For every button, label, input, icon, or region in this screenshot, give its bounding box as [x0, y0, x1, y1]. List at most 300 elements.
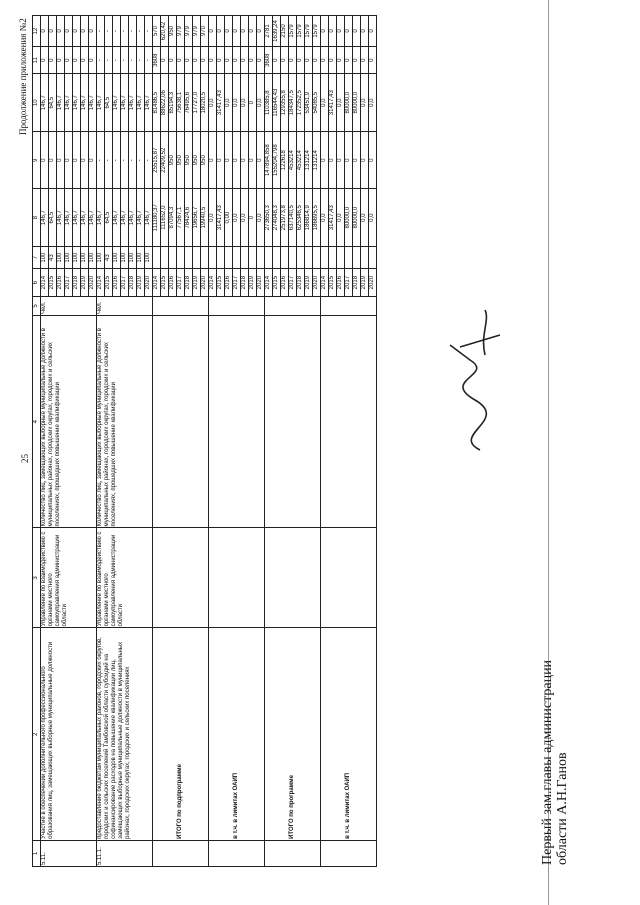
empty-cell [193, 246, 201, 268]
empty-cell [297, 246, 305, 268]
value-cell: 17727,0 [193, 74, 201, 131]
value-cell: 146,7 [81, 74, 89, 131]
value-cell: 570 [153, 16, 161, 47]
value-cell: 3608 [153, 46, 161, 73]
header-cell: 7 [33, 246, 41, 268]
value-cell: 88622,06 [161, 74, 169, 131]
value-cell: 0 [241, 16, 249, 47]
value-cell: 251973,8 [281, 189, 289, 246]
empty-cell [281, 246, 289, 268]
value-cell: 0,0 [369, 74, 377, 131]
value-cell: 146,7 [113, 74, 121, 131]
signature-line-2: области А.Н.Ганов [555, 752, 570, 865]
value-cell: 0 [297, 46, 305, 73]
value-cell: 950 [169, 131, 177, 188]
value-cell: 54085,5 [313, 74, 321, 131]
value-cell: 100 [41, 246, 49, 268]
value-cell: - [145, 16, 153, 47]
value-cell: 0,0 [321, 74, 329, 131]
value-cell: 100 [121, 246, 129, 268]
value-cell: 0 [41, 46, 49, 73]
value-cell: 100 [97, 246, 105, 268]
year-cell: 2017 [177, 269, 185, 296]
value-cell: 146,7 [137, 189, 145, 246]
value-cell: 64,5 [49, 74, 57, 131]
value-cell: 146,7 [65, 189, 73, 246]
value-cell: 122618 [281, 131, 289, 188]
header-cell: 4 [33, 316, 41, 528]
value-cell: 2017 [121, 269, 129, 296]
value-cell: 100 [129, 246, 137, 268]
empty-cell [217, 246, 225, 268]
value-cell: 87094,3 [169, 189, 177, 246]
value-cell: 0 [345, 16, 353, 47]
value-cell: 0,0 [257, 74, 265, 131]
year-cell: 2020 [369, 269, 377, 296]
table-body [33, 16, 377, 867]
value-cell: 1579 [297, 16, 305, 47]
empty-cell [153, 246, 161, 268]
value-cell: 131214 [305, 131, 313, 188]
value-cell: 1579 [305, 16, 313, 47]
value-cell: 110385,8 [265, 74, 273, 131]
empty-cell [185, 246, 193, 268]
value-cell: 100 [81, 246, 89, 268]
value-cell: 0 [257, 16, 265, 47]
year-cell: 2017 [289, 269, 297, 296]
value-cell: 0 [65, 16, 73, 47]
value-cell: 0 [369, 16, 377, 47]
value-cell: 85194,3 [169, 74, 177, 131]
value-cell: 100 [89, 246, 97, 268]
value-cell: 0 [329, 131, 337, 188]
value-cell: 25515,87 [153, 131, 161, 188]
value-cell: 100 [145, 246, 153, 268]
value-cell: 2020 [145, 269, 153, 296]
value-cell: - [145, 131, 153, 188]
year-cell: 2018 [185, 269, 193, 296]
value-cell: 0 [321, 46, 329, 73]
table-row [41, 16, 49, 867]
value-cell: - [105, 131, 113, 188]
value-cell: 2015 [105, 269, 113, 296]
value-cell: 75638,1 [177, 74, 185, 131]
value-cell: 0 [41, 16, 49, 47]
value-cell: 0 [361, 46, 369, 73]
value-cell: 2017 [65, 269, 73, 296]
value-cell: 0 [337, 131, 345, 188]
empty-cell [321, 528, 377, 628]
value-cell: 0 [177, 46, 185, 73]
summary-label: в т.ч. в лимитах ОАИП [209, 628, 265, 840]
value-cell: 146,7 [57, 74, 65, 131]
value-cell: 146,7 [41, 74, 49, 131]
value-cell: 0 [185, 46, 193, 73]
empty-cell [209, 316, 265, 528]
value-cell: 0 [65, 46, 73, 73]
value-cell: - [113, 131, 121, 188]
value-cell: - [137, 16, 145, 47]
value-cell: 0 [201, 46, 209, 73]
value-cell: 0 [225, 131, 233, 188]
empty-cell [209, 840, 265, 866]
table-row [153, 16, 161, 867]
value-cell: 0 [361, 131, 369, 188]
value-cell: 146,7 [73, 189, 81, 246]
value-cell: 81486,5 [153, 74, 161, 131]
value-cell: - [137, 46, 145, 73]
value-cell: 0 [89, 131, 97, 188]
value-cell: 78424,6 [185, 189, 193, 246]
value-cell: 0 [337, 46, 345, 73]
value-cell: 100 [73, 246, 81, 268]
value-cell: - [97, 46, 105, 73]
header-cell: 1 [33, 840, 41, 866]
value-cell: 1579 [313, 16, 321, 47]
activity-name: предоставление бюджетам муниципальных районов, городских округов, городских и сельских поселений Тамбовской области субсидий на софинансирование расходов на повышение квалификации лиц, замещающих выборные муниципальные должности в муниципальных районах, городских округах, городских и сельских поселениях [97, 628, 153, 840]
value-cell: - [113, 46, 121, 73]
value-cell: 0,00 [225, 189, 233, 246]
empty-cell [345, 246, 353, 268]
header-cell: 12 [33, 16, 41, 47]
year-cell: 2016 [169, 269, 177, 296]
value-cell: 0 [225, 46, 233, 73]
value-cell: - [121, 16, 129, 47]
value-cell: 76495,6 [185, 74, 193, 131]
row-number: 5.11.1. [97, 840, 153, 866]
unit: Чел. [97, 296, 153, 315]
value-cell: 31417,43 [217, 74, 225, 131]
value-cell: - [129, 131, 137, 188]
value-cell: 146,7 [129, 74, 137, 131]
indicator: Количество лиц, замещающих выборные муниципальные должности в муниципальных районах, городских округах, городских и сельских поселениях, прошедших повышение квалификации [41, 316, 97, 528]
empty-cell [265, 296, 321, 315]
year-cell: 2014 [265, 269, 273, 296]
year-cell: 2016 [337, 269, 345, 296]
value-cell: 146,7 [41, 189, 49, 246]
value-cell: 19940,5 [201, 189, 209, 246]
value-cell: 979 [193, 16, 201, 47]
year-cell: 2015 [217, 269, 225, 296]
row-number: 5.11. [41, 840, 97, 866]
value-cell: 0 [289, 46, 297, 73]
value-cell: 100 [113, 246, 121, 268]
value-cell: 43 [105, 246, 113, 268]
value-cell: 979 [177, 16, 185, 47]
empty-cell [209, 246, 217, 268]
value-cell: 0 [209, 46, 217, 73]
value-cell: 0 [57, 16, 65, 47]
value-cell: 0,0 [337, 189, 345, 246]
value-cell: 0,0 [241, 189, 249, 246]
value-cell: 2014 [97, 269, 105, 296]
header-row [33, 16, 41, 867]
empty-cell [305, 246, 313, 268]
value-cell: 186695,5 [313, 189, 321, 246]
value-cell: 0 [209, 131, 217, 188]
value-cell: 625346,5 [297, 189, 305, 246]
value-cell: 0 [73, 46, 81, 73]
value-cell: 64,5 [49, 189, 57, 246]
value-cell: - [97, 16, 105, 47]
value-cell: 100 [57, 246, 65, 268]
value-cell: - [105, 46, 113, 73]
value-cell: 0,0 [209, 189, 217, 246]
value-cell: 0,0 [209, 74, 217, 131]
executor: Управление по взаимодействию с органами местного самоуправления администрации области [97, 528, 153, 628]
value-cell: 77567,1 [177, 189, 185, 246]
value-cell: 2016 [57, 269, 65, 296]
header-cell: 8 [33, 189, 41, 246]
empty-cell [321, 316, 377, 528]
value-cell: 64,5 [105, 189, 113, 246]
value-cell: 111652,0 [161, 189, 169, 246]
value-cell: 0 [273, 46, 281, 73]
value-cell: 0 [233, 46, 241, 73]
year-cell: 2018 [241, 269, 249, 296]
value-cell: 0 [169, 46, 177, 73]
empty-cell [161, 246, 169, 268]
value-cell: 0 [217, 16, 225, 47]
value-cell: 620,42 [161, 16, 169, 47]
value-cell: 0 [217, 131, 225, 188]
value-cell: 453214 [289, 131, 297, 188]
value-cell: 0 [65, 131, 73, 188]
year-cell: 2019 [193, 269, 201, 296]
program-table [32, 15, 377, 867]
value-cell: 0 [305, 46, 313, 73]
activity-name: Участие в обеспечении дополнительного профессионального образования лиц, замещающих выборные муниципальные должности [41, 628, 97, 840]
value-cell: 146,7 [97, 74, 105, 131]
empty-cell [225, 246, 233, 268]
value-cell: 2014 [41, 269, 49, 296]
value-cell: 146,7 [65, 74, 73, 131]
empty-cell [337, 246, 345, 268]
value-cell: - [121, 131, 129, 188]
value-cell: 0 [73, 131, 81, 188]
value-cell: 131214 [313, 131, 321, 188]
value-cell: 0 [49, 131, 57, 188]
value-cell: 0 [249, 189, 257, 246]
empty-cell [241, 246, 249, 268]
value-cell: 2018 [129, 269, 137, 296]
empty-cell [329, 246, 337, 268]
empty-cell [289, 246, 297, 268]
value-cell: 146,7 [81, 189, 89, 246]
year-cell: 2014 [209, 269, 217, 296]
table-row [265, 16, 273, 867]
value-cell: 80000,0 [345, 74, 353, 131]
value-cell: 0 [345, 131, 353, 188]
value-cell: 0 [49, 16, 57, 47]
value-cell: - [129, 16, 137, 47]
appendix-label: Продолжение приложения №2 [18, 18, 28, 135]
value-cell: 950 [185, 131, 193, 188]
signature-block [540, 660, 570, 865]
value-cell: 19656,7 [193, 189, 201, 246]
value-cell: 0,0 [233, 74, 241, 131]
value-cell: 0 [337, 16, 345, 47]
value-cell: 100 [65, 246, 73, 268]
header-cell: 6 [33, 269, 41, 296]
value-cell: 146,7 [121, 74, 129, 131]
value-cell: 0 [81, 46, 89, 73]
header-cell: 10 [33, 74, 41, 131]
value-cell: 0 [161, 46, 169, 73]
value-cell: 146,7 [89, 74, 97, 131]
table-row [209, 16, 217, 867]
value-cell: 0 [345, 46, 353, 73]
empty-cell [169, 246, 177, 268]
value-cell: 0 [257, 131, 265, 188]
value-cell: 0,0 [321, 189, 329, 246]
signature-line-1: Первый зам.главы администрации [540, 659, 555, 865]
value-cell: 0 [353, 46, 361, 73]
value-cell: 1639,24 [273, 16, 281, 47]
value-cell: 0 [249, 16, 257, 47]
empty-cell [153, 840, 209, 866]
value-cell: 100 [137, 246, 145, 268]
empty-cell [209, 296, 265, 315]
empty-cell [153, 316, 209, 528]
value-cell: 0 [49, 46, 57, 73]
value-cell: 3608 [265, 46, 273, 73]
value-cell: 80000,0 [353, 189, 361, 246]
empty-cell [257, 246, 265, 268]
year-cell: 2015 [273, 269, 281, 296]
unit: Чел. [41, 296, 97, 315]
value-cell: 2016 [113, 269, 121, 296]
empty-cell [265, 840, 321, 866]
value-cell: 0,0 [233, 189, 241, 246]
year-cell: 2015 [329, 269, 337, 296]
value-cell: 0,0 [225, 74, 233, 131]
empty-cell [313, 246, 321, 268]
value-cell: 146,7 [121, 189, 129, 246]
value-cell: - [113, 16, 121, 47]
table-row [97, 16, 105, 867]
value-cell: 0,0 [257, 189, 265, 246]
empty-cell [321, 840, 377, 866]
value-cell: 2015 [49, 269, 57, 296]
value-cell: 0 [281, 46, 289, 73]
header-cell: 5 [33, 296, 41, 315]
value-cell: 64,5 [105, 74, 113, 131]
value-cell: 2019 [81, 269, 89, 296]
value-cell: 979 [185, 16, 193, 47]
value-cell: 0 [249, 74, 257, 131]
value-cell: 0 [241, 46, 249, 73]
empty-cell [265, 316, 321, 528]
value-cell: 116544,43 [273, 74, 281, 131]
value-cell: 172352,5 [297, 74, 305, 131]
year-cell: 2020 [201, 269, 209, 296]
empty-cell [209, 528, 265, 628]
value-cell: - [137, 131, 145, 188]
value-cell: 0 [353, 16, 361, 47]
value-cell: 273650,3 [265, 189, 273, 246]
table-row [321, 16, 329, 867]
value-cell: 950 [201, 131, 209, 188]
year-cell: 2016 [281, 269, 289, 296]
value-cell: 0 [209, 16, 217, 47]
value-cell: 146,7 [145, 74, 153, 131]
empty-cell [177, 246, 185, 268]
value-cell: 0 [89, 46, 97, 73]
value-cell: 970 [201, 16, 209, 47]
value-cell: - [97, 131, 105, 188]
value-cell: 146,7 [89, 189, 97, 246]
value-cell: 146,7 [145, 189, 153, 246]
value-cell: 80000,0 [345, 189, 353, 246]
value-cell: 0 [57, 131, 65, 188]
year-cell: 2017 [345, 269, 353, 296]
value-cell: 184347,5 [289, 74, 297, 131]
empty-cell [153, 528, 209, 628]
value-cell: - [145, 46, 153, 73]
value-cell: 0,0 [369, 189, 377, 246]
value-cell: 0 [217, 46, 225, 73]
value-cell: 146,7 [113, 189, 121, 246]
empty-cell [361, 246, 369, 268]
value-cell: 22409,52 [161, 131, 169, 188]
empty-cell [353, 246, 361, 268]
empty-cell [321, 246, 329, 268]
indicator: Количество лиц, замещающих выборные муниципальные должности в муниципальных районах, городских округах, городских и сельских поселениях, прошедших повышение квалификации [97, 316, 153, 528]
header-cell: 11 [33, 46, 41, 73]
empty-cell [249, 246, 257, 268]
value-cell: 2020 [89, 269, 97, 296]
value-cell: 1579 [289, 16, 297, 47]
value-cell: 0 [81, 131, 89, 188]
value-cell: 111180,37 [153, 189, 161, 246]
value-cell: 0 [313, 46, 321, 73]
value-cell: 0,0 [361, 74, 369, 131]
empty-cell [265, 528, 321, 628]
value-cell: 0 [321, 131, 329, 188]
empty-cell [265, 246, 273, 268]
summary-label: в т.ч. в лимитах ОАИП [321, 628, 377, 840]
summary-label: ИТОГО по программе [265, 628, 321, 840]
value-cell: 2781 [265, 16, 273, 47]
value-cell: 0 [225, 16, 233, 47]
value-cell: 2019 [137, 269, 145, 296]
value-cell: 80000,0 [353, 74, 361, 131]
value-cell: 31417,43 [329, 74, 337, 131]
value-cell: 637140,5 [289, 189, 297, 246]
value-cell: 0,0 [241, 74, 249, 131]
value-cell: 18020,5 [201, 74, 209, 131]
value-cell: 0 [361, 16, 369, 47]
year-cell: 2015 [161, 269, 169, 296]
value-cell: 0 [89, 16, 97, 47]
year-cell: 2020 [257, 269, 265, 296]
summary-label: ИТОГО по подпрограмме [153, 628, 209, 840]
value-cell: 146,7 [129, 189, 137, 246]
value-cell: 453214 [297, 131, 305, 188]
value-cell: 155204,798 [273, 131, 281, 188]
value-cell: 31417,43 [217, 189, 225, 246]
value-cell: - [129, 46, 137, 73]
value-cell: 0 [233, 131, 241, 188]
year-cell: 2014 [153, 269, 161, 296]
value-cell: 2150 [281, 16, 289, 47]
value-cell: 0 [41, 131, 49, 188]
year-cell: 2017 [233, 269, 241, 296]
year-cell: 2019 [361, 269, 369, 296]
value-cell: 146,7 [57, 189, 65, 246]
value-cell: 146,7 [137, 74, 145, 131]
